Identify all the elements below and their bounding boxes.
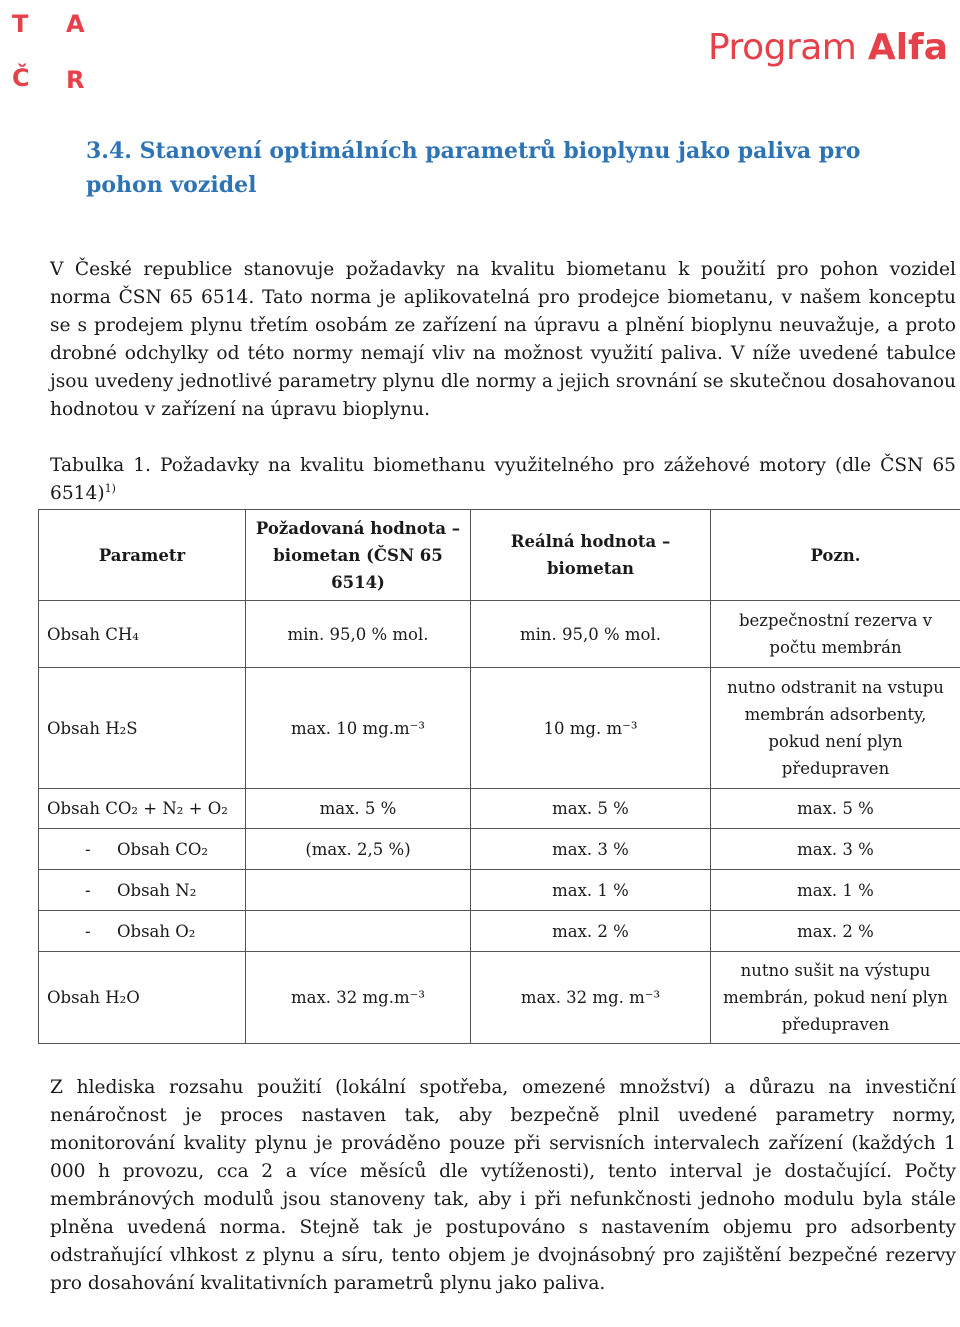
table-caption-text: Tabulka 1. Požadavky na kvalitu biomethanu využitelného pro zážehové motory (dle ČSN 65 6514) — [50, 455, 956, 504]
cell-required: max. 5 % — [246, 789, 471, 829]
table-row — [39, 601, 960, 668]
cell-required — [246, 870, 471, 911]
cell-note: bezpečnostní rezerva v počtu membrán — [711, 601, 960, 668]
cell-note: max. 2 % — [711, 911, 960, 952]
tacr-logo — [8, 6, 98, 96]
cell-note: nutno sušit na výstupu membrán, pokud není plyn předupraven — [711, 952, 960, 1044]
cell-required: (max. 2,5 %) — [246, 829, 471, 870]
table-caption-note: 1) — [104, 481, 116, 495]
cell-real: max. 2 % — [471, 911, 711, 952]
cell-required: max. 10 mg.m⁻³ — [246, 668, 471, 789]
cell-real: max. 1 % — [471, 870, 711, 911]
logo-alfa-text: Alfa — [867, 27, 948, 68]
cell-param: Obsah CO₂ + N₂ + O₂ — [39, 789, 246, 829]
cell-note: nutno odstranit na vstupu membrán adsorbenty, pokud není plyn předupraven — [711, 668, 960, 789]
closing-paragraph: Z hlediska rozsahu použití (lokální spotřeba, omezené množství) a důrazu na investiční nenáročnost je proces nastaven tak, aby bezpečně plnil uvedené parametry normy, monitorování kvality plynu je prováděno pouze při servisních intervalech zařízení (každých 1 000 h provozu, cca 2 a více měsíců dle vytíženosti), tento interval je dostačující. Počty membránových modulů jsou stanoveny tak, aby i při nefunkčnosti jednoho modulu byla stále plněna uvedená norma. Stejně tak je postupováno s nastavením objemu pro adsorbenty odstraňující vlhkost z plynu a síru, tento objem je dvojnásobný pro zajištění bezpečné rezervy pro dosahování kvalitativních parametrů plynu jako paliva. — [50, 1077, 956, 1294]
cell-real: max. 32 mg. m⁻³ — [471, 952, 711, 1044]
section-title: 3.4. Stanovení optimálních parametrů bioplynu jako paliva pro pohon vozidel — [86, 138, 861, 198]
cell-dash: - — [85, 880, 91, 900]
logo-letter-t: T — [12, 10, 29, 38]
cell-param-text: Obsah O₂ — [117, 921, 196, 941]
table-row — [39, 870, 960, 911]
table-row — [39, 789, 960, 829]
cell-note: max. 5 % — [711, 789, 960, 829]
cell-note: max. 3 % — [711, 829, 960, 870]
logo-letter-a: A — [66, 10, 85, 38]
table-row — [39, 668, 960, 789]
cell-required — [246, 911, 471, 952]
cell-param — [39, 911, 246, 952]
table-row — [39, 911, 960, 952]
cell-required: min. 95,0 % mol. — [246, 601, 471, 668]
intro-paragraph: V České republice stanovuje požadavky na kvalitu biometanu k použití pro pohon vozidel norma ČSN 65 6514. Tato norma je aplikovatelná pro prodejce biometanu, v našem konceptu se s prodejem plynu třetím osobám ze zařízení na úpravu a plnění bioplynu neuvažuje, a proto drobné odchylky od této normy nemají vliv na možnost využití paliva. V níže uvedené tabulce jsou uvedeny jednotlivé parametry plynu dle normy a jejich srovnání se skutečnou dosahovanou hodnotou v zařízení na úpravu bioplynu. — [50, 259, 956, 420]
logo-program-text: Program — [707, 27, 857, 68]
header-parameter: Parametr — [39, 510, 246, 601]
table-row — [39, 829, 960, 870]
header-real: Reálná hodnota – biometan — [471, 510, 711, 601]
cell-note: max. 1 % — [711, 870, 960, 911]
cell-param — [39, 870, 246, 911]
table-row — [39, 952, 960, 1044]
table-header-row — [39, 510, 960, 601]
header-note: Pozn. — [711, 510, 960, 601]
logo-letter-c: Č — [12, 64, 30, 92]
cell-param-text: Obsah CO₂ — [117, 839, 209, 859]
cell-real: 10 mg. m⁻³ — [471, 668, 711, 789]
cell-param — [39, 829, 246, 870]
table-caption — [50, 452, 956, 508]
cell-param: Obsah CH₄ — [39, 601, 246, 668]
logo-letter-r: R — [66, 66, 85, 94]
cell-param-text: Obsah N₂ — [117, 880, 197, 900]
cell-param: Obsah H₂S — [39, 668, 246, 789]
cell-real: max. 5 % — [471, 789, 711, 829]
cell-required: max. 32 mg.m⁻³ — [246, 952, 471, 1044]
cell-real: max. 3 % — [471, 829, 711, 870]
cell-dash: - — [85, 839, 91, 859]
cell-param: Obsah H₂O — [39, 952, 246, 1044]
program-alfa-logo — [707, 27, 948, 68]
requirements-table — [38, 509, 960, 1044]
cell-real: min. 95,0 % mol. — [471, 601, 711, 668]
cell-dash: - — [85, 921, 91, 941]
header-required: Požadovaná hodnota – biometan (ČSN 65 6514) — [246, 510, 471, 601]
